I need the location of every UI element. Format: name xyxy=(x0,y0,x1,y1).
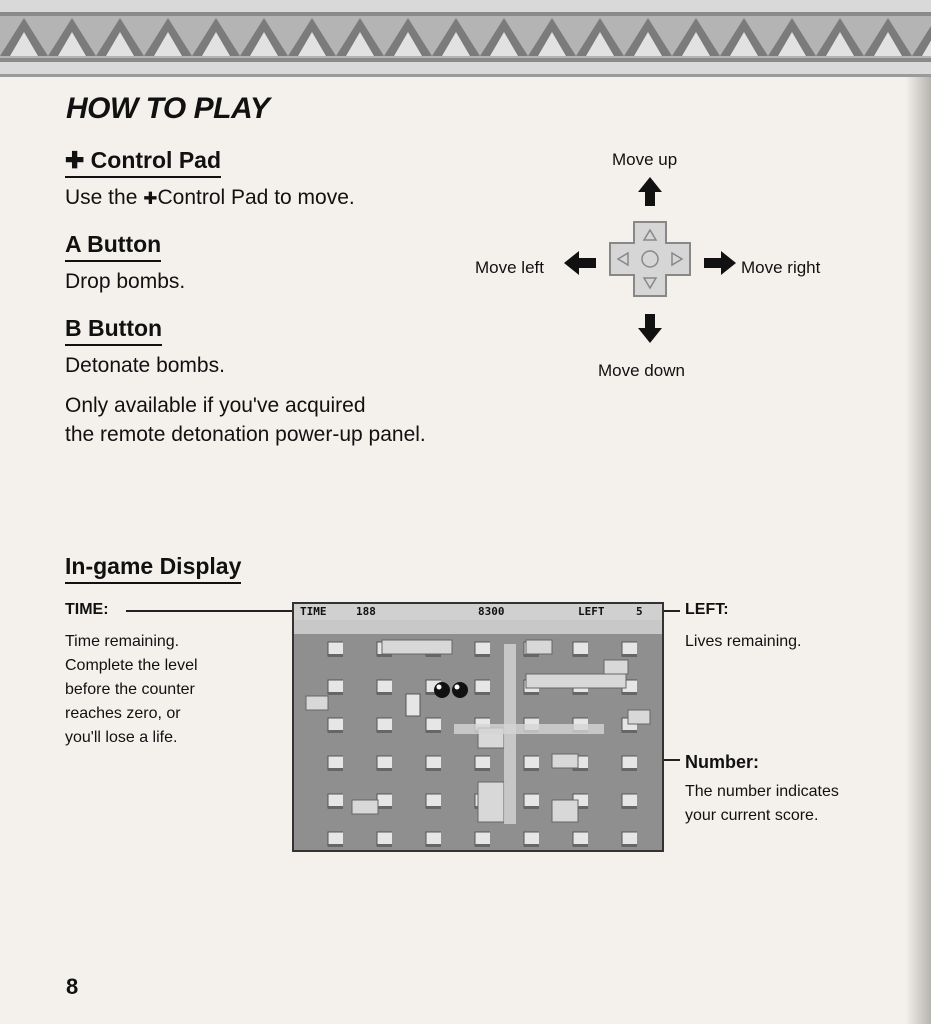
b-button-description: Detonate bombs. xyxy=(65,354,225,377)
page-edge-shadow xyxy=(905,0,931,1024)
b-button-note-line1: Only available if you've acquired xyxy=(65,394,366,417)
hud-time-label: TIME xyxy=(300,605,327,618)
page-title: HOW TO PLAY xyxy=(66,92,270,125)
b-button-heading: B Button xyxy=(65,315,162,346)
dpad-label-up: Move up xyxy=(612,150,678,169)
left-callout-heading: LEFT: xyxy=(685,601,729,618)
left-callout-text: Lives remaining. xyxy=(685,633,802,650)
in-game-display-heading: In-game Display xyxy=(65,553,241,584)
dpad-label-right: Move right xyxy=(741,258,821,277)
time-callout-line xyxy=(126,610,294,612)
hud-left-value: 5 xyxy=(636,605,643,618)
dpad-label-left: Move left xyxy=(475,258,544,277)
plus-icon: ✚ xyxy=(65,147,85,173)
game-hud xyxy=(294,604,662,620)
arrow-up-icon xyxy=(638,177,662,206)
control-pad-description: Use the ✚Control Pad to move. xyxy=(65,186,355,209)
a-button-description: Drop bombs. xyxy=(65,270,186,293)
dpad-label-down: Move down xyxy=(598,361,685,380)
time-callout-text: Time remaining. Complete the level before the counter reaches zero, or you'll lose a life. xyxy=(65,633,198,746)
hud-left-label: LEFT xyxy=(578,605,605,618)
page-number: 8 xyxy=(66,974,79,999)
time-callout-heading: TIME: xyxy=(65,601,109,618)
b-button-note-line2: the remote detonation power-up panel. xyxy=(65,423,426,446)
arrow-down-icon xyxy=(638,314,662,343)
plus-icon: ✚ xyxy=(143,189,158,208)
game-playfield xyxy=(294,604,662,850)
dpad-icon xyxy=(610,222,690,296)
arrow-right-icon xyxy=(704,251,736,275)
number-callout-text: The number indicates your current score. xyxy=(685,783,839,824)
header-banner xyxy=(0,0,931,77)
hud-score: 8300 xyxy=(478,605,505,618)
a-button-heading: A Button xyxy=(65,231,161,262)
hud-time-value: 188 xyxy=(356,605,376,618)
dpad-diagram xyxy=(560,175,740,355)
arrow-left-icon xyxy=(564,251,596,275)
zigzag-pattern xyxy=(0,12,931,62)
game-screenshot xyxy=(292,602,664,852)
number-callout-heading: Number: xyxy=(685,752,760,772)
control-pad-heading: ✚ Control Pad xyxy=(65,147,221,178)
